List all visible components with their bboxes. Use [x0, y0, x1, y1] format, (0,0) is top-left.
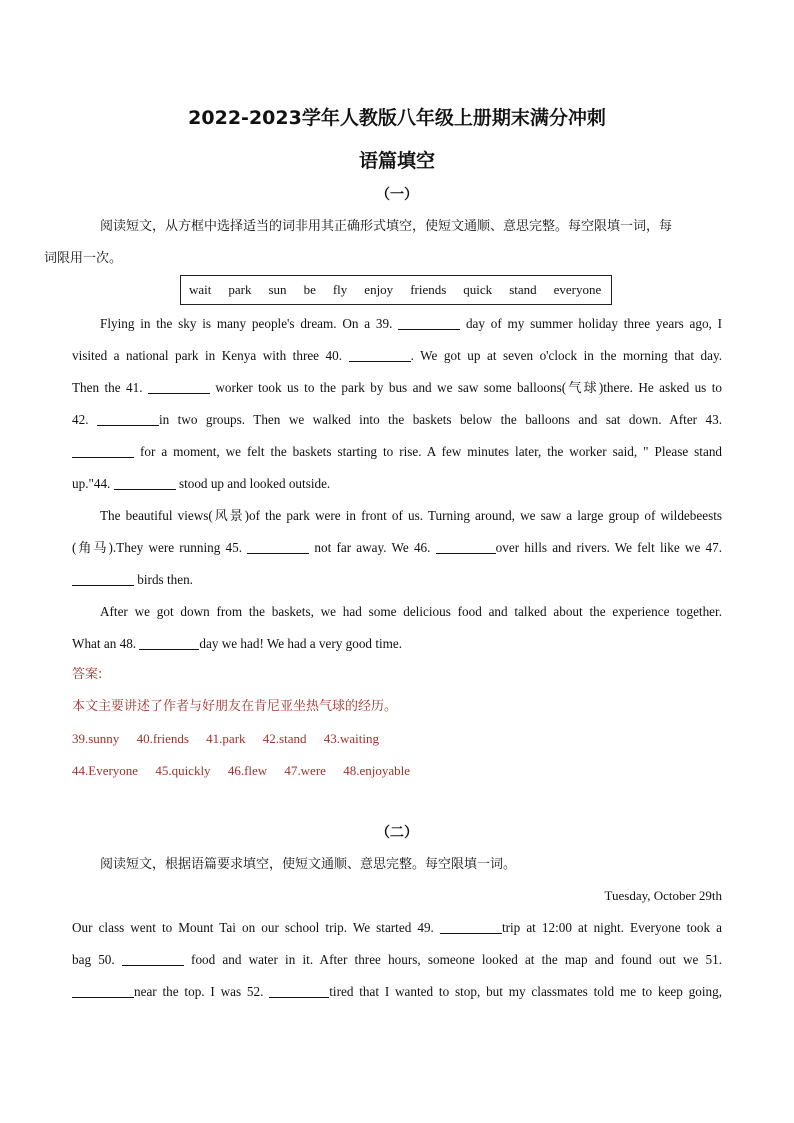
document-title: 2022-2023学年人教版八年级上册期末满分冲刺	[188, 107, 606, 129]
blank-52[interactable]	[269, 983, 329, 998]
word-bank-item: stand	[509, 282, 537, 297]
passage-paragraph-1: Flying in the sky is many people's dream. On a 39. day of my summer holiday three years ago, I visited a national park in Kenya with three 40. . We got up at seven o'clock in the morning that day. Then the 41. worker took us to the park by bus and we saw some balloons(气球)there. He asked us to 42. in two groups. Then we walked into the baskets below the balloons and sat down. After 43. for a moment, we felt the baskets starting to rise. A few minutes later, the worker said, " Please stand up."44. stood up and looked outside.	[72, 316, 723, 491]
blank-40[interactable]	[349, 347, 411, 362]
blank-47[interactable]	[72, 571, 134, 586]
answer-item: 42.stand	[262, 731, 307, 746]
word-bank-item: sun	[268, 282, 287, 297]
section-2-instructions: 阅读短文，根据语篇要求填空，使短文通顺、意思完整。每空限填一词。	[100, 857, 517, 872]
answer-row-2	[72, 755, 722, 787]
answer-label: 答案:	[72, 667, 103, 682]
word-bank-item: park	[228, 282, 252, 297]
blank-48[interactable]	[139, 635, 199, 650]
diary-date: Tuesday, October 29th	[604, 888, 722, 903]
blank-43[interactable]	[72, 443, 134, 458]
answer-item: 41.park	[206, 731, 246, 746]
blank-44[interactable]	[114, 475, 176, 490]
word-bank-item: quick	[463, 282, 493, 297]
document-subtitle: 语篇填空	[358, 150, 435, 172]
blank-51[interactable]	[72, 983, 134, 998]
answer-summary: 本文主要讲述了作者与好朋友在肯尼亚坐热气球的经历。	[72, 699, 398, 714]
answer-row-1	[72, 723, 722, 755]
answer-item: 47.were	[284, 763, 326, 778]
blank-42[interactable]	[97, 411, 159, 426]
instruction-line-1: 阅读短文，从方框中选择适当的词非用其正确形式填空，使短文通顺、意思完整。每空限填一词，每	[100, 219, 673, 234]
blank-46[interactable]	[436, 539, 496, 554]
blank-45[interactable]	[247, 539, 309, 554]
answer-item: 43.waiting	[323, 731, 379, 746]
answer-item: 40.friends	[136, 731, 189, 746]
passage-2: Our class went to Mount Tai on our school trip. We started 49. trip at 12:00 at night. Everyone took a bag 50. food and water in it. After three hours, someone looked at the map and found out we 51. near the top. I was 52. tired that I wanted to stop, but my classmates told me to keep going,	[72, 920, 723, 999]
answer-item: 44.Everyone	[72, 763, 139, 778]
word-bank-item: fly	[332, 282, 348, 297]
answer-item: 46.flew	[227, 763, 268, 778]
answer-item: 48.enjoyable	[343, 763, 410, 778]
word-bank-box	[180, 275, 612, 305]
word-bank-item: enjoy	[364, 282, 394, 297]
blank-49[interactable]	[440, 919, 502, 934]
passage-paragraph-3: After we got down from the baskets, we had some delicious food and talked about the experience together. What an 48. day we had! We had a very good time.	[72, 604, 722, 651]
blank-41[interactable]	[148, 379, 210, 394]
blank-50[interactable]	[122, 951, 184, 966]
word-bank-item: friends	[410, 282, 447, 297]
answer-item: 39.sunny	[72, 731, 120, 746]
word-bank-item: wait	[189, 282, 212, 297]
answer-item: 45.quickly	[155, 763, 211, 778]
section-2-heading: （二）	[376, 825, 418, 841]
passage-paragraph-2: The beautiful views(风景)of the park were in front of us. Turning around, we saw a large group of wildebeests (角马).They were running 45. not far away. We 46. over hills and rivers. We felt like we 47. birds then.	[72, 508, 722, 587]
section-1-instructions	[44, 211, 722, 275]
section-1-heading: （一）	[376, 187, 418, 203]
instruction-line-2: 词限用一次。	[44, 251, 123, 266]
word-bank-item: be	[303, 282, 316, 297]
word-bank-item: everyone	[553, 282, 602, 297]
blank-39[interactable]	[398, 315, 460, 330]
